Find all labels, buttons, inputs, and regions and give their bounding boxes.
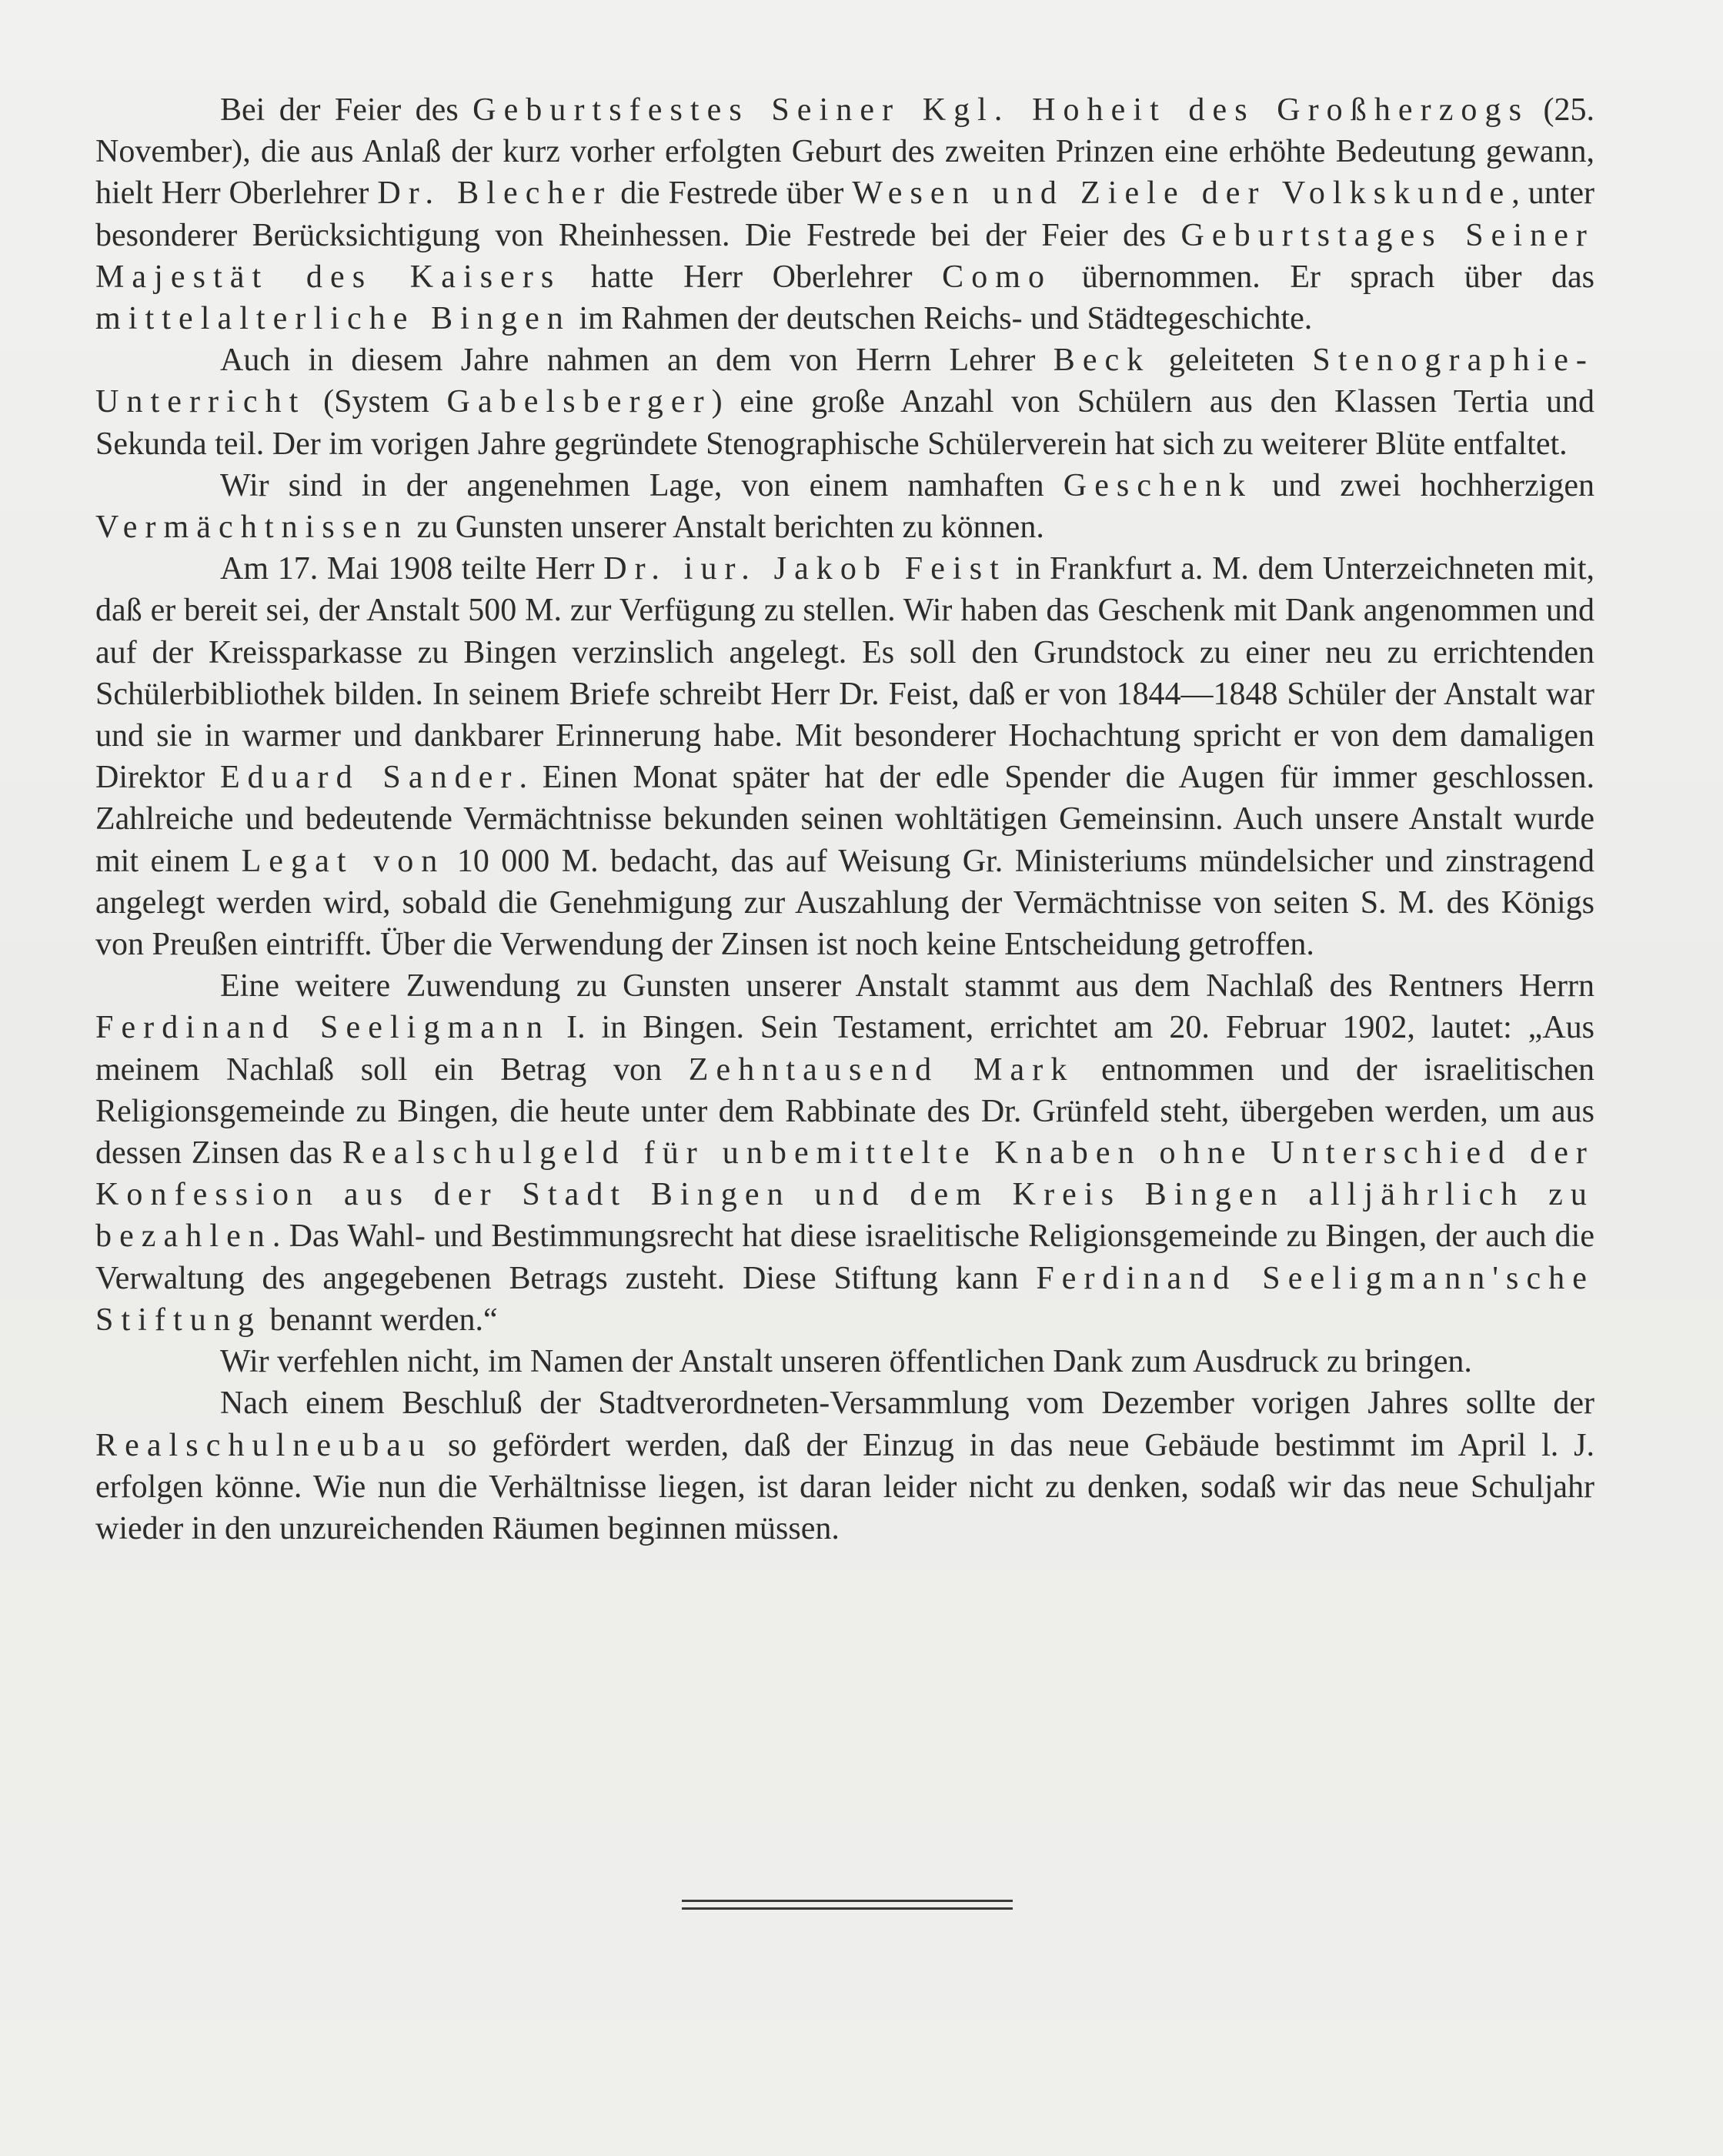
- text-run: I. in Bingen. Sein Testament, errichtet am 20. Februar 1902, lautet: „Aus meinem Nachlaß soll ein Betrag von: [95, 1010, 1595, 1088]
- spaced-emphasis: Como: [942, 259, 1053, 295]
- spaced-emphasis: Vermächtnissen: [95, 510, 409, 546]
- paragraph: [95, 548, 1594, 965]
- text-run: so gefördert werden, daß der Einzug in das neue Gebäude bestimmt im April l. J. erfolgen könne. Wie nun die Verhältnisse liegen, ist daran leider nicht zu denken, sodaß wir das neue Schuljahr wieder in den unzureichenden Räumen beginnen müssen.: [95, 1427, 1594, 1546]
- text-run: . Das Wahl- und Bestimmungsrecht hat diese israelitische Religionsgemeinde zu Bingen, der auch die Verwaltung des angegebenen Betrags zusteht. Diese Stiftung kann: [95, 1218, 1594, 1296]
- text-run: Wir sind in der angenehmen Lage, von einem namhaften: [220, 467, 1064, 503]
- spaced-emphasis: Geschenk: [1063, 467, 1254, 503]
- text-run: Wir verfehlen nicht, im Namen der Anstalt unseren öffentlichen Dank zum Ausdruck zu bringen.: [220, 1344, 1472, 1380]
- spaced-emphasis: Wesen und Ziele der Volkskunde: [852, 175, 1512, 212]
- spaced-emphasis: Beck: [1053, 343, 1151, 379]
- spaced-emphasis: Dr. iur. Jakob Feist: [603, 551, 1007, 587]
- spaced-emphasis: Realschulneubau: [95, 1427, 433, 1463]
- text-run: hatte Herr Oberlehrer: [561, 259, 943, 295]
- text-run: (System: [306, 384, 447, 420]
- paragraph: [95, 339, 1594, 465]
- spaced-emphasis: Geburtsfestes Seiner Kgl. Hoheit des Großherzogs: [472, 92, 1530, 128]
- spaced-emphasis: mittelalterliche Bingen: [95, 301, 571, 337]
- text-run: Am 17. Mai 1908 teilte Herr: [220, 551, 604, 587]
- text-run: in Frankfurt a. M. dem Unterzeichneten mit, daß er bereit sei, der Anstalt 500 M. zur Verfügung zu stellen. Wir haben das Geschenk mit Dank angenommen und auf der Kreissparkasse zu Bingen verzinslich angelegt. Es soll den Grundstock zu einer neu zu errichtenden Schülerbibliothek bilden. In seinem Briefe schreibt Herr Dr. Feist, daß er von 1844—1848 Schüler der Anstalt war und sie in warmer und dankbarer Erinnerung habe. Mit besonderer Hochachtung spricht er von dem damaligen Direktor: [95, 551, 1594, 796]
- spaced-emphasis: Geburtstages Seiner Majestät des Kaisers: [95, 217, 1594, 295]
- text-run: die Festrede über: [612, 175, 853, 212]
- text-run: übernommen. Er sprach über das: [1052, 259, 1595, 295]
- spaced-emphasis: Dr. Blecher: [377, 175, 613, 212]
- spaced-emphasis: Stenographie-Unterricht: [95, 343, 1594, 420]
- closing-rule-top: [682, 1900, 1013, 1902]
- text-run: Auch in diesem Jahre nahmen an dem von Herrn Lehrer: [220, 343, 1054, 379]
- paragraph: [95, 1382, 1594, 1549]
- text-run: entnommen und der israelitischen Religionsgemeinde zu Bingen, die heute unter dem Rabbinate des Dr. Grünfeld steht, übergeben werden, um aus dessen Zinsen das: [95, 1051, 1594, 1172]
- text-run: (25. November), die aus Anlaß der kurz vorher erfolgten Geburt des zweiten Prinzen eine erhöhte Bedeutung gewann, hielt Herr Oberlehrer: [95, 92, 1594, 212]
- spaced-emphasis: Eduard Sander: [219, 760, 519, 796]
- spaced-emphasis: Legat von: [241, 843, 446, 879]
- spaced-emphasis: Gabelsberger: [446, 384, 712, 420]
- text-run: Bei der Feier des: [220, 92, 473, 128]
- spaced-emphasis: Ferdinand Seeligmann: [95, 1010, 551, 1046]
- spaced-emphasis: Realschulgeld für unbemittelte Knaben ohne Unterschied der Konfession aus der Stadt Bingen und dem Kreis Bingen alljährlich zu bezahlen: [95, 1135, 1594, 1255]
- body-text: [95, 89, 1594, 1549]
- text-run: ) eine große Anzahl von Schülern aus den Klassen Tertia und Sekunda teil. Der im vorigen Jahre gegründete Stenographische Schülerverein hat sich zu weiterer Blüte entfaltet.: [95, 384, 1594, 462]
- text-run: im Rahmen der deutschen Reichs- und Städtegeschichte.: [570, 301, 1313, 337]
- text-run: benannt werden.“: [262, 1302, 498, 1338]
- text-run: 10 000 M. bedacht, das auf Weisung Gr. Ministeriums mündelsicher und zinstragend angelegt werden wird, sobald die Genehmigung zur Auszahlung der Vermächtnisse von seiten S. M. des Königs von Preußen eintrifft. Über die Verwendung der Zinsen ist noch keine Entscheidung getroffen.: [95, 843, 1595, 963]
- text-run: . Einen Monat später hat der edle Spender die Augen für immer geschlossen. Zahlreiche und bedeutende Vermächtnisse bekunden seinen wohltätigen Gemeinsinn. Auch unsere Anstalt wurde mit einem: [95, 760, 1594, 879]
- text-run: geleiteten: [1150, 343, 1313, 379]
- paragraph: [95, 465, 1594, 548]
- text-run: zu Gunsten unserer Anstalt berichten zu können.: [409, 510, 1044, 546]
- paragraph: [95, 1341, 1594, 1382]
- paragraph: [95, 89, 1594, 339]
- text-run: Nach einem Beschluß der Stadtverordneten-Versammlung vom Dezember vorigen Jahres sollte der: [220, 1386, 1594, 1422]
- paragraph: [95, 965, 1594, 1341]
- text-run: , unter besonderer Berücksichtigung von Rheinhessen. Die Festrede bei der Feier des: [95, 175, 1594, 253]
- text-run: Eine weitere Zuwendung zu Gunsten unserer Anstalt stammt aus dem Nachlaß des Rentners Herrn: [220, 968, 1594, 1004]
- closing-rule-bottom: [682, 1907, 1013, 1910]
- spaced-emphasis: Ferdinand Seeligmann'sche Stiftung: [95, 1260, 1594, 1338]
- spaced-emphasis: Zehntausend Mark: [688, 1051, 1075, 1088]
- text-run: und zwei hochherzigen: [1253, 467, 1594, 503]
